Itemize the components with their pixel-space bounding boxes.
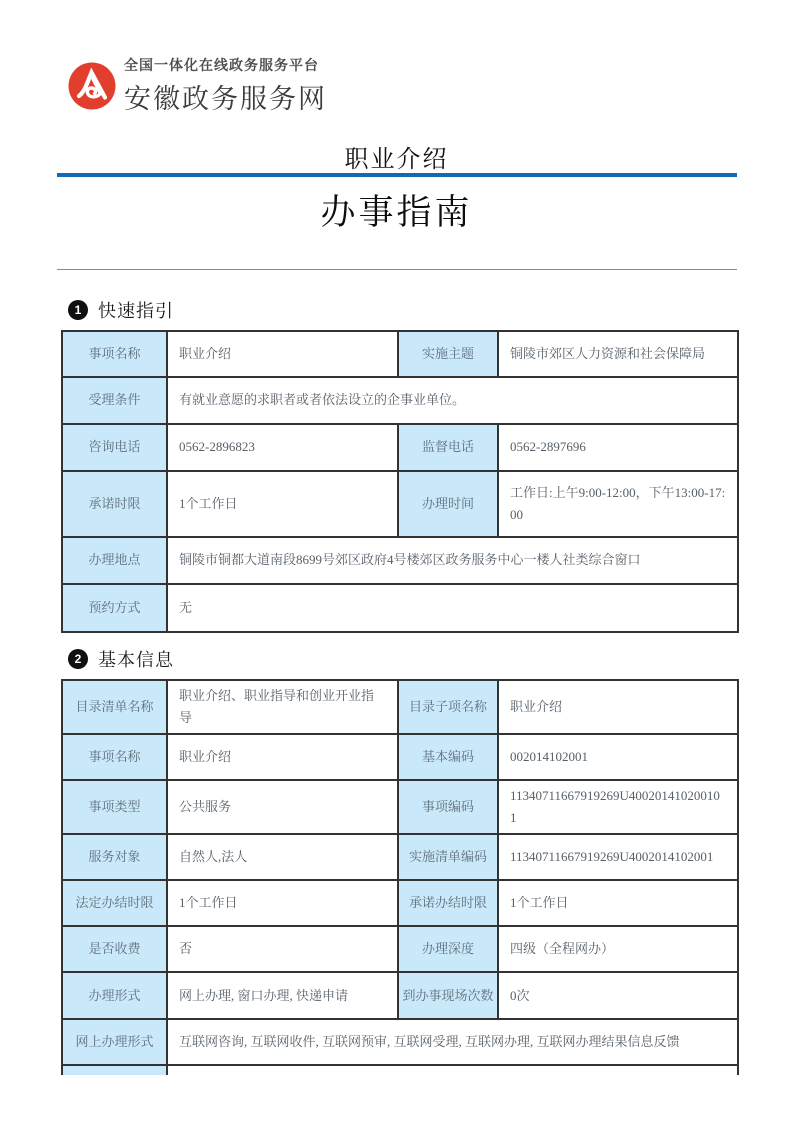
basic-info-table <box>61 679 739 1075</box>
row-label: 办理形式 <box>62 972 167 1019</box>
table-row <box>62 331 738 377</box>
row-label: 咨询电话 <box>62 424 167 471</box>
row-label: 到办事现场次数 <box>398 972 498 1019</box>
quick-guide-table <box>61 330 739 633</box>
row-value: 工作日:上午9:00-12:00，下午13:00-17:00 <box>498 471 738 537</box>
table-row <box>62 880 738 926</box>
section-basic-info-header <box>68 646 174 672</box>
row-value: 002014102001 <box>498 734 738 780</box>
row-value: 11340711667919269U4002014102001 <box>498 834 738 880</box>
platform-name: 全国一体化在线政务服务平台 <box>124 57 319 73</box>
site-name: 安徽政务服务网 <box>124 84 327 114</box>
row-label: 事项名称 <box>62 331 167 377</box>
row-value: 职业介绍 <box>498 680 738 734</box>
row-value: 11340711667919269U400201410200101 <box>498 780 738 834</box>
row-label: 承诺办结时限 <box>398 880 498 926</box>
row-value: 1个工作日 <box>167 471 398 537</box>
row-label: 目录清单名称 <box>62 680 167 734</box>
row-label: 事项类型 <box>62 780 167 834</box>
table-row-truncated <box>62 1065 738 1075</box>
row-label: 监督电话 <box>398 424 498 471</box>
row-value <box>167 1065 738 1075</box>
row-label: 受理条件 <box>62 377 167 424</box>
row-label: 承诺时限 <box>62 471 167 537</box>
table-row <box>62 424 738 471</box>
row-value: 0次 <box>498 972 738 1019</box>
row-label: 实施清单编码 <box>398 834 498 880</box>
row-label: 事项编码 <box>398 780 498 834</box>
row-label: 目录子项名称 <box>398 680 498 734</box>
table-row <box>62 471 738 537</box>
section-number-1-icon: 1 <box>68 300 88 320</box>
row-value: 自然人,法人 <box>167 834 398 880</box>
service-title: 职业介绍 <box>344 147 449 173</box>
row-value: 无 <box>167 584 738 632</box>
row-label: 预约方式 <box>62 584 167 632</box>
logo-text-block <box>124 55 327 116</box>
row-value: 铜陵市铜都大道南段8699号郊区政府4号楼郊区政务服务中心一楼人社类综合窗口 <box>167 537 738 584</box>
row-label: 法定办结时限 <box>62 880 167 926</box>
table-row <box>62 926 738 972</box>
table-row <box>62 1019 738 1065</box>
horizontal-rule <box>57 269 737 270</box>
table-row <box>62 537 738 584</box>
table-row <box>62 584 738 632</box>
section-number-2-icon: 2 <box>68 649 88 669</box>
row-label: 事项名称 <box>62 734 167 780</box>
row-value: 0562-2896823 <box>167 424 398 471</box>
row-value: 1个工作日 <box>167 880 398 926</box>
row-value: 公共服务 <box>167 780 398 834</box>
row-label: 办理时间 <box>398 471 498 537</box>
row-label: 服务对象 <box>62 834 167 880</box>
row-value: 互联网咨询, 互联网收件, 互联网预审, 互联网受理, 互联网办理, 互联网办理结果信息反馈 <box>167 1019 738 1065</box>
row-value: 1个工作日 <box>498 880 738 926</box>
row-label <box>62 1065 167 1075</box>
row-value: 职业介绍 <box>167 331 398 377</box>
row-value: 职业介绍、职业指导和创业开业指导 <box>167 680 398 734</box>
table-row <box>62 377 738 424</box>
section-quick-guide-title: 快速指引 <box>98 301 174 321</box>
section-quick-guide-header <box>68 297 174 323</box>
row-value: 有就业意愿的求职者或者依法设立的企事业单位。 <box>167 377 738 424</box>
blue-divider <box>57 173 737 177</box>
row-label: 实施主题 <box>398 331 498 377</box>
row-label: 基本编码 <box>398 734 498 780</box>
page-title: 办事指南 <box>320 193 473 232</box>
table-row <box>62 780 738 834</box>
row-label: 办理地点 <box>62 537 167 584</box>
table-row <box>62 734 738 780</box>
row-value: 否 <box>167 926 398 972</box>
row-label: 网上办理形式 <box>62 1019 167 1065</box>
anhui-gov-logo-icon <box>68 62 116 110</box>
table-row <box>62 834 738 880</box>
row-value: 职业介绍 <box>167 734 398 780</box>
table-row <box>62 680 738 734</box>
row-value: 铜陵市郊区人力资源和社会保障局 <box>498 331 738 377</box>
table-row <box>62 972 738 1019</box>
site-logo <box>68 55 327 116</box>
row-value: 四级（全程网办） <box>498 926 738 972</box>
row-value: 0562-2897696 <box>498 424 738 471</box>
section-basic-info-title: 基本信息 <box>98 650 174 670</box>
row-label: 是否收费 <box>62 926 167 972</box>
row-value: 网上办理, 窗口办理, 快递申请 <box>167 972 398 1019</box>
row-label: 办理深度 <box>398 926 498 972</box>
